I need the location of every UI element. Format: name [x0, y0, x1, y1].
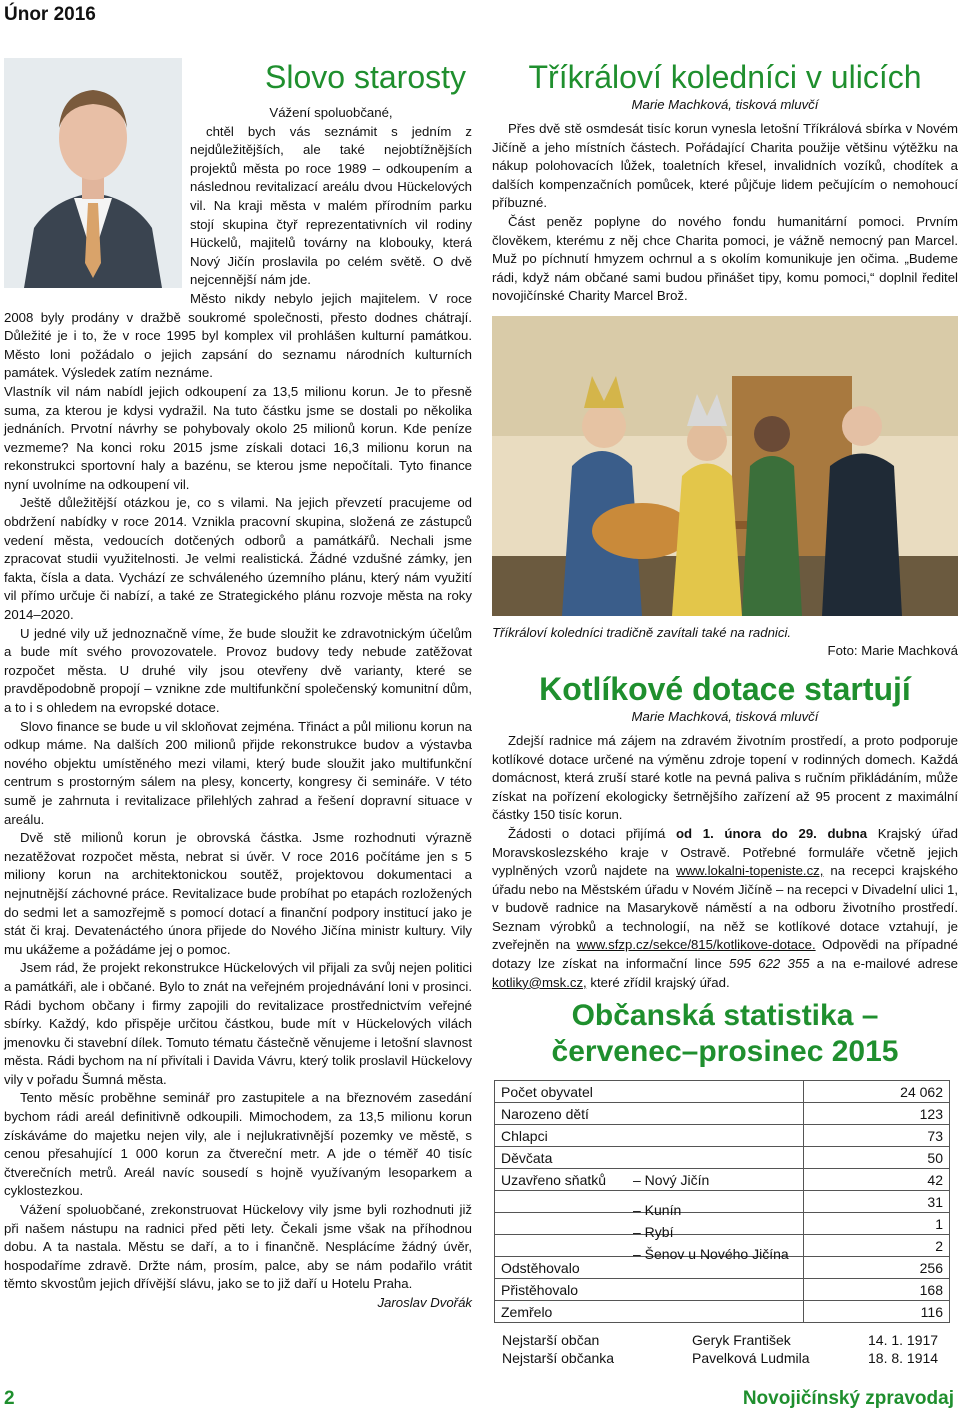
- stat-label: [495, 1191, 804, 1218]
- photo-credit: Foto: Marie Machková: [827, 642, 958, 658]
- statistics-title-line2: červenec–prosinec 2015: [551, 1035, 899, 1069]
- text-span: a na e-mailové adrese: [809, 956, 958, 972]
- paragraph: Jsem rád, že projekt rekonstrukce Hückelových vil přijali za svůj nejen politici a památkáři, ale i občané. Bylo to znát na veřejném projednávání loni v prosinci. Rádi bychom občany i firmy zapojili do revitalizace prostřednictvím veřejné sbírky. Každý, kdo přispěje určitou částkou, bude mít v Hückelových vilách jmenovku či stavební dílek. Tomuto tématu částečně věnujeme i letošní slavnost města. Rádi bychom na ní přivítali i Davida Vávru, který tolik proslavil Hückelovy vily v pořadu Šumná města.: [4, 960, 472, 1087]
- stat-label: [495, 1169, 804, 1191]
- stat-value: 123: [803, 1103, 949, 1125]
- issue-date: Únor 2016: [4, 4, 96, 25]
- table-row: [495, 1279, 950, 1301]
- stat-value: 42: [803, 1169, 949, 1191]
- byline: Marie Machková, tisková mluvčí: [631, 97, 819, 112]
- stat-value: 256: [803, 1257, 949, 1279]
- table-row: [495, 1147, 950, 1169]
- stat-value: 2: [803, 1235, 949, 1257]
- paragraph: Vlastník vil nám nabídl jejich odkoupení za 13,5 milionu korun. Je to přesně suma, za kterou je kdysi vydražil. Na tuto částku jsme se dostali po několika jednáních. Prvotní návrhy se pohybovaly okolo 25 milionů korun. Kde peníze vezmeme? Na konci roku 2015 jsme získali dotaci 16,3 milionu korun na rekonstrukci sportovní haly a bazénu, se kterou jsme nepočítali. Tyto finance nyní uvolníme na odkoupení vil.: [4, 383, 472, 492]
- table-row: [495, 1301, 950, 1323]
- paragraph: [492, 825, 958, 992]
- phone-number: 595 622 355: [729, 956, 810, 972]
- paragraph: chtěl bych vás seznámit s jedním z nejdůležitějších, ale také nejobtížnějších projektů města po roce 1989 – odkoupením a následnou revitalizací areálu dvou Hückelových vil. Na kraji města v malém přírodním parku stojí skupina čtyř reprezentativních vil rodiny Hückelů, majitelů továrny na klobouky, která Nový Jičín proslavila po celém světě. O dvě nejcennější nám jde.: [190, 123, 472, 288]
- stat-label-text: Zemřelo: [501, 1303, 553, 1320]
- stat-label-text: Počet obyvatel: [501, 1083, 593, 1100]
- stat-label-text: Odstěhovalo: [501, 1259, 580, 1276]
- stat-sublabel: – Kunín: [633, 1201, 682, 1218]
- portrait-illustration: [4, 58, 182, 288]
- text-span: Odpovědi na případné dotazy lze získat na informační lince: [492, 937, 958, 972]
- paragraph: Přes dvě stě osmdesát tisíc korun vynesla letošní Tříkrálová sbírka v Novém Jičíně a jeho místních částech. Pořádající Charita použije většinu výtěžku na nákup polohovacích lůžek, toaletních křesel, invalidních vozíků, chodítek a dalších kompenzačních pomůcek, které půjčuje lidem pečujícím o nemohoucí příbuzné.: [492, 121, 958, 211]
- publication-name: Novojičínský zpravodaj: [742, 1388, 954, 1409]
- stat-value: 24 062: [803, 1081, 949, 1103]
- right-column: [492, 58, 958, 1367]
- carolers-article-title: Tříkráloví koledníci v ulicích: [528, 59, 922, 95]
- table-row: [495, 1191, 950, 1213]
- paragraph: Zdejší radnice má zájem na zdravém životním prostředí, a proto podporuje kotlíkové dotace určené na výměnu zdroje topení v rodinných domech. Každá domácnost, která zruší staré kotle na pevná paliva s ručním přikládáním, může získat na pořízení ekologicky šetrnějšího zařízení až 95 procent z maximální částky 150 tisíc korun.: [492, 732, 958, 823]
- carolers-illustration: [492, 316, 958, 616]
- stat-label: [495, 1279, 804, 1301]
- stat-label-text: Uzavřeno sňatků: [501, 1171, 607, 1188]
- table-row: [495, 1103, 950, 1125]
- stat-label: [495, 1301, 804, 1323]
- stat-value: 1: [803, 1213, 949, 1235]
- paragraph: Ještě důležitější otázkou je, co s vilami. Na jejich převzetí pracujeme od obdržení nabídky v roce 2014. Vznikla pracovní skupina, složená ze zástupců vedení města, vedoucích dotčených odborů a památkářů. Nechali jsme zpracovat studii využitelnosti. Je velmi realistická. Žádné vzdušné zámky, jen fakta, čísla a data. Vychází ze schváleného územního plánu, který nám využití vil přímo určuje či nabízí, a také ze Strategického plánu rozvoje města na roky 2014–2020.: [4, 495, 472, 623]
- signature: Jaroslav Dvořák: [377, 1295, 472, 1310]
- stat-label: [495, 1081, 804, 1103]
- photo-caption: Tříkráloví koledníci tradičně zavítali také na radnici.: [492, 624, 792, 640]
- carolers-photo: [492, 316, 958, 616]
- statistics-title-line1: Občanská statistika –: [571, 999, 879, 1033]
- link-email[interactable]: kotliky@msk.cz,: [492, 974, 587, 990]
- stat-label-text: Děvčata: [501, 1149, 553, 1166]
- statistics-table: [494, 1080, 950, 1323]
- oldest-row: [502, 1349, 958, 1367]
- stat-label: [495, 1147, 804, 1169]
- mayor-article-title: Slovo starosty: [265, 59, 466, 95]
- stat-label-text: Přistěhovalo: [501, 1281, 579, 1298]
- statistics-title: [492, 998, 958, 1070]
- table-row: [495, 1125, 950, 1147]
- stat-label: [495, 1235, 804, 1262]
- paragraph: Tento měsíc proběhne seminář pro zastupitele a na březnovém zasedání bychom rádi areál definitivně odkoupili. Mimochodem, za 13,5 milionu korun získáváme do majetku nejen vily, ale i nejlukrativnější pozemky ve městě, s cenou přesahující 1 000 korun za čtvereční metr. A jde o téměř 40 tisíc čtverečních metrů. Areál navíc sousedí s hojně využívaným lesoparkem a cyklostezkou.: [4, 1090, 472, 1199]
- byline: Marie Machková, tisková mluvčí: [631, 708, 819, 724]
- stat-value: 73: [803, 1125, 949, 1147]
- stat-label: [495, 1125, 804, 1147]
- paragraph: Část peněz poplyne do nového fondu humanitární pomoci. Prvním člověkem, kterému z něj chce Charita pomoci, je vážně nemocný pan Marcel. Muž po píchnutí hmyzem ochrnul a s okolím komunikuje jen očima. „Budeme rádi, když nám občané sami budou přinášet tipy, komu pomoci,“ doplnil ředitel novojičínské Charity Marcel Brož.: [492, 213, 958, 304]
- paragraph: Slovo finance se bude u vil skloňovat zejména. Třináct a půl milionu korun na odkup máme. Na dalších 200 milionů přijde rekonstrukce budov a výstavba nového objektu umístěného mezi vilami, který bude sloužit jako multifunkční centrum s prostorným sálem na plesy, koncerty, kongresy či semináře. V této sumě je zahrnuta i revitalizace přilehlých zahrad a řešení dopravní situace v areálu.: [4, 718, 472, 827]
- paragraph: [4, 1201, 472, 1310]
- paragraph: Město nikdy nebylo jejich majitelem. V roce 2008 byly prodány v dražbě soukromé společnosti, přesto dodnes chátrají. Důležité je i to, že v roce 1995 byl komplex vil prohlášen kulturní památkou. Město loni požádalo o jejich zapsání do seznamu národních kulturních památek. Výsledek zatím neznáme.: [4, 290, 472, 381]
- stat-value: 31: [803, 1191, 949, 1213]
- page-number: 2: [4, 1388, 15, 1409]
- stat-sublabel: – Šenov u Nového Jičína: [633, 1245, 789, 1262]
- text-span: Žádosti o dotaci přijímá: [508, 825, 676, 841]
- closing-text: Vážení spoluobčané, zrekonstruovat Hückelovy vily jsme byli rozhodnuti již při našem nástupu na radnici před pěti lety. Čekali jsme však na příhodnou dobu. A ta nastala. Městu se daří, a to i finančně. Nesplácíme žádný úvěr, hospodaříme zdravě. Držte nám, prosím, palce, aby se nám podařilo vrátit těmto skvostům jejich dřívější slávu, jako se to již daří u Hotelu Praha.: [4, 1202, 472, 1292]
- stat-sublabel: – Nový Jičín: [633, 1171, 710, 1188]
- stat-label: [495, 1213, 804, 1240]
- table-row: [495, 1235, 950, 1257]
- table-row: [495, 1213, 950, 1235]
- paragraph: U jedné vily už jednoznačně víme, že bude sloužit ke zdravotnickým účelům a bude mít svého provozovatele. Provoz budovy tedy nebude zatěžovat rozpočet města. U druhé vily jsou otevřeny dvě varianty, které se pravděpodobně propojí – vznikne zde multifunkční společenský komunitní dům, a to i s ohledem na evropské dotace.: [4, 625, 472, 715]
- link-lokalni-topeniste[interactable]: www.lokalni-topeniste.cz,: [676, 863, 824, 879]
- greeting: Vážení spoluobčané,: [269, 105, 393, 120]
- stat-label-text: Chlapci: [501, 1127, 548, 1144]
- oldest-label: Nejstarší občanka: [502, 1350, 615, 1367]
- oldest-name: Pavelková Ludmila: [692, 1350, 810, 1367]
- oldest-citizens: [502, 1331, 958, 1367]
- stat-value: 50: [803, 1147, 949, 1169]
- oldest-name: Geryk František: [692, 1332, 791, 1349]
- oldest-label: Nejstarší občan: [502, 1332, 600, 1349]
- table-row: [495, 1081, 950, 1103]
- text-span: které zřídil krajský úřad.: [586, 974, 730, 990]
- oldest-date: 18. 8. 1914: [868, 1350, 939, 1367]
- stat-value: 116: [803, 1301, 949, 1323]
- stat-label-text: Narozeno dětí: [501, 1105, 589, 1122]
- stat-sublabel: – Rybí: [633, 1223, 674, 1240]
- stat-label: [495, 1103, 804, 1125]
- table-row: [495, 1169, 950, 1191]
- boiler-subsidy-title: Kotlíkové dotace startují: [539, 670, 911, 707]
- oldest-row: [502, 1331, 958, 1349]
- bold-dates: od 1. února do 29. dubna: [675, 825, 868, 841]
- oldest-date: 14. 1. 1917: [868, 1332, 939, 1349]
- text-span: na recepci krajského úřadu nebo na Městském úřadu v Novém Jičíně – na recepci v Divadelní ulici 1, v budově radnice na Masarykově náměstí a na odboru životního prostředí. Seznam výrobků a technologií, na něž se kotlíkové dotace vztahují, je zveřejněn na: [492, 863, 958, 953]
- stat-value: 168: [803, 1279, 949, 1301]
- mayor-column: [4, 58, 472, 1313]
- mayor-portrait-photo: [4, 58, 182, 288]
- paragraph: Dvě stě milionů korun je obrovská částka. Jsme rozhodnuti výrazně nezatěžovat rozpočet města, nebrat si úvěr. V roce 2016 počítáme jen s 5 miliony korun na architektonickou soutěž, projektovou dokumentaci a nejnutnější záchovné práce. Revitalizace bude probíhat po etapách rozložených do sedmi let a samozřejmě s pomocí dotací a finanční podpory institucí jako je stát či kraj. Devatenáctého února přijede do Nového Jičína ministr kultury. Vily mu ukážeme a požádáme jej o pomoc.: [4, 830, 472, 957]
- link-sfzp[interactable]: www.sfzp.cz/sekce/815/kotlikove-dotace.: [576, 937, 816, 953]
- text-span: Krajský úřad Moravskoslezského kraje v Ostravě. Potřebné formuláře včetně jejich vyplněných vzorů najdete na: [492, 825, 958, 879]
